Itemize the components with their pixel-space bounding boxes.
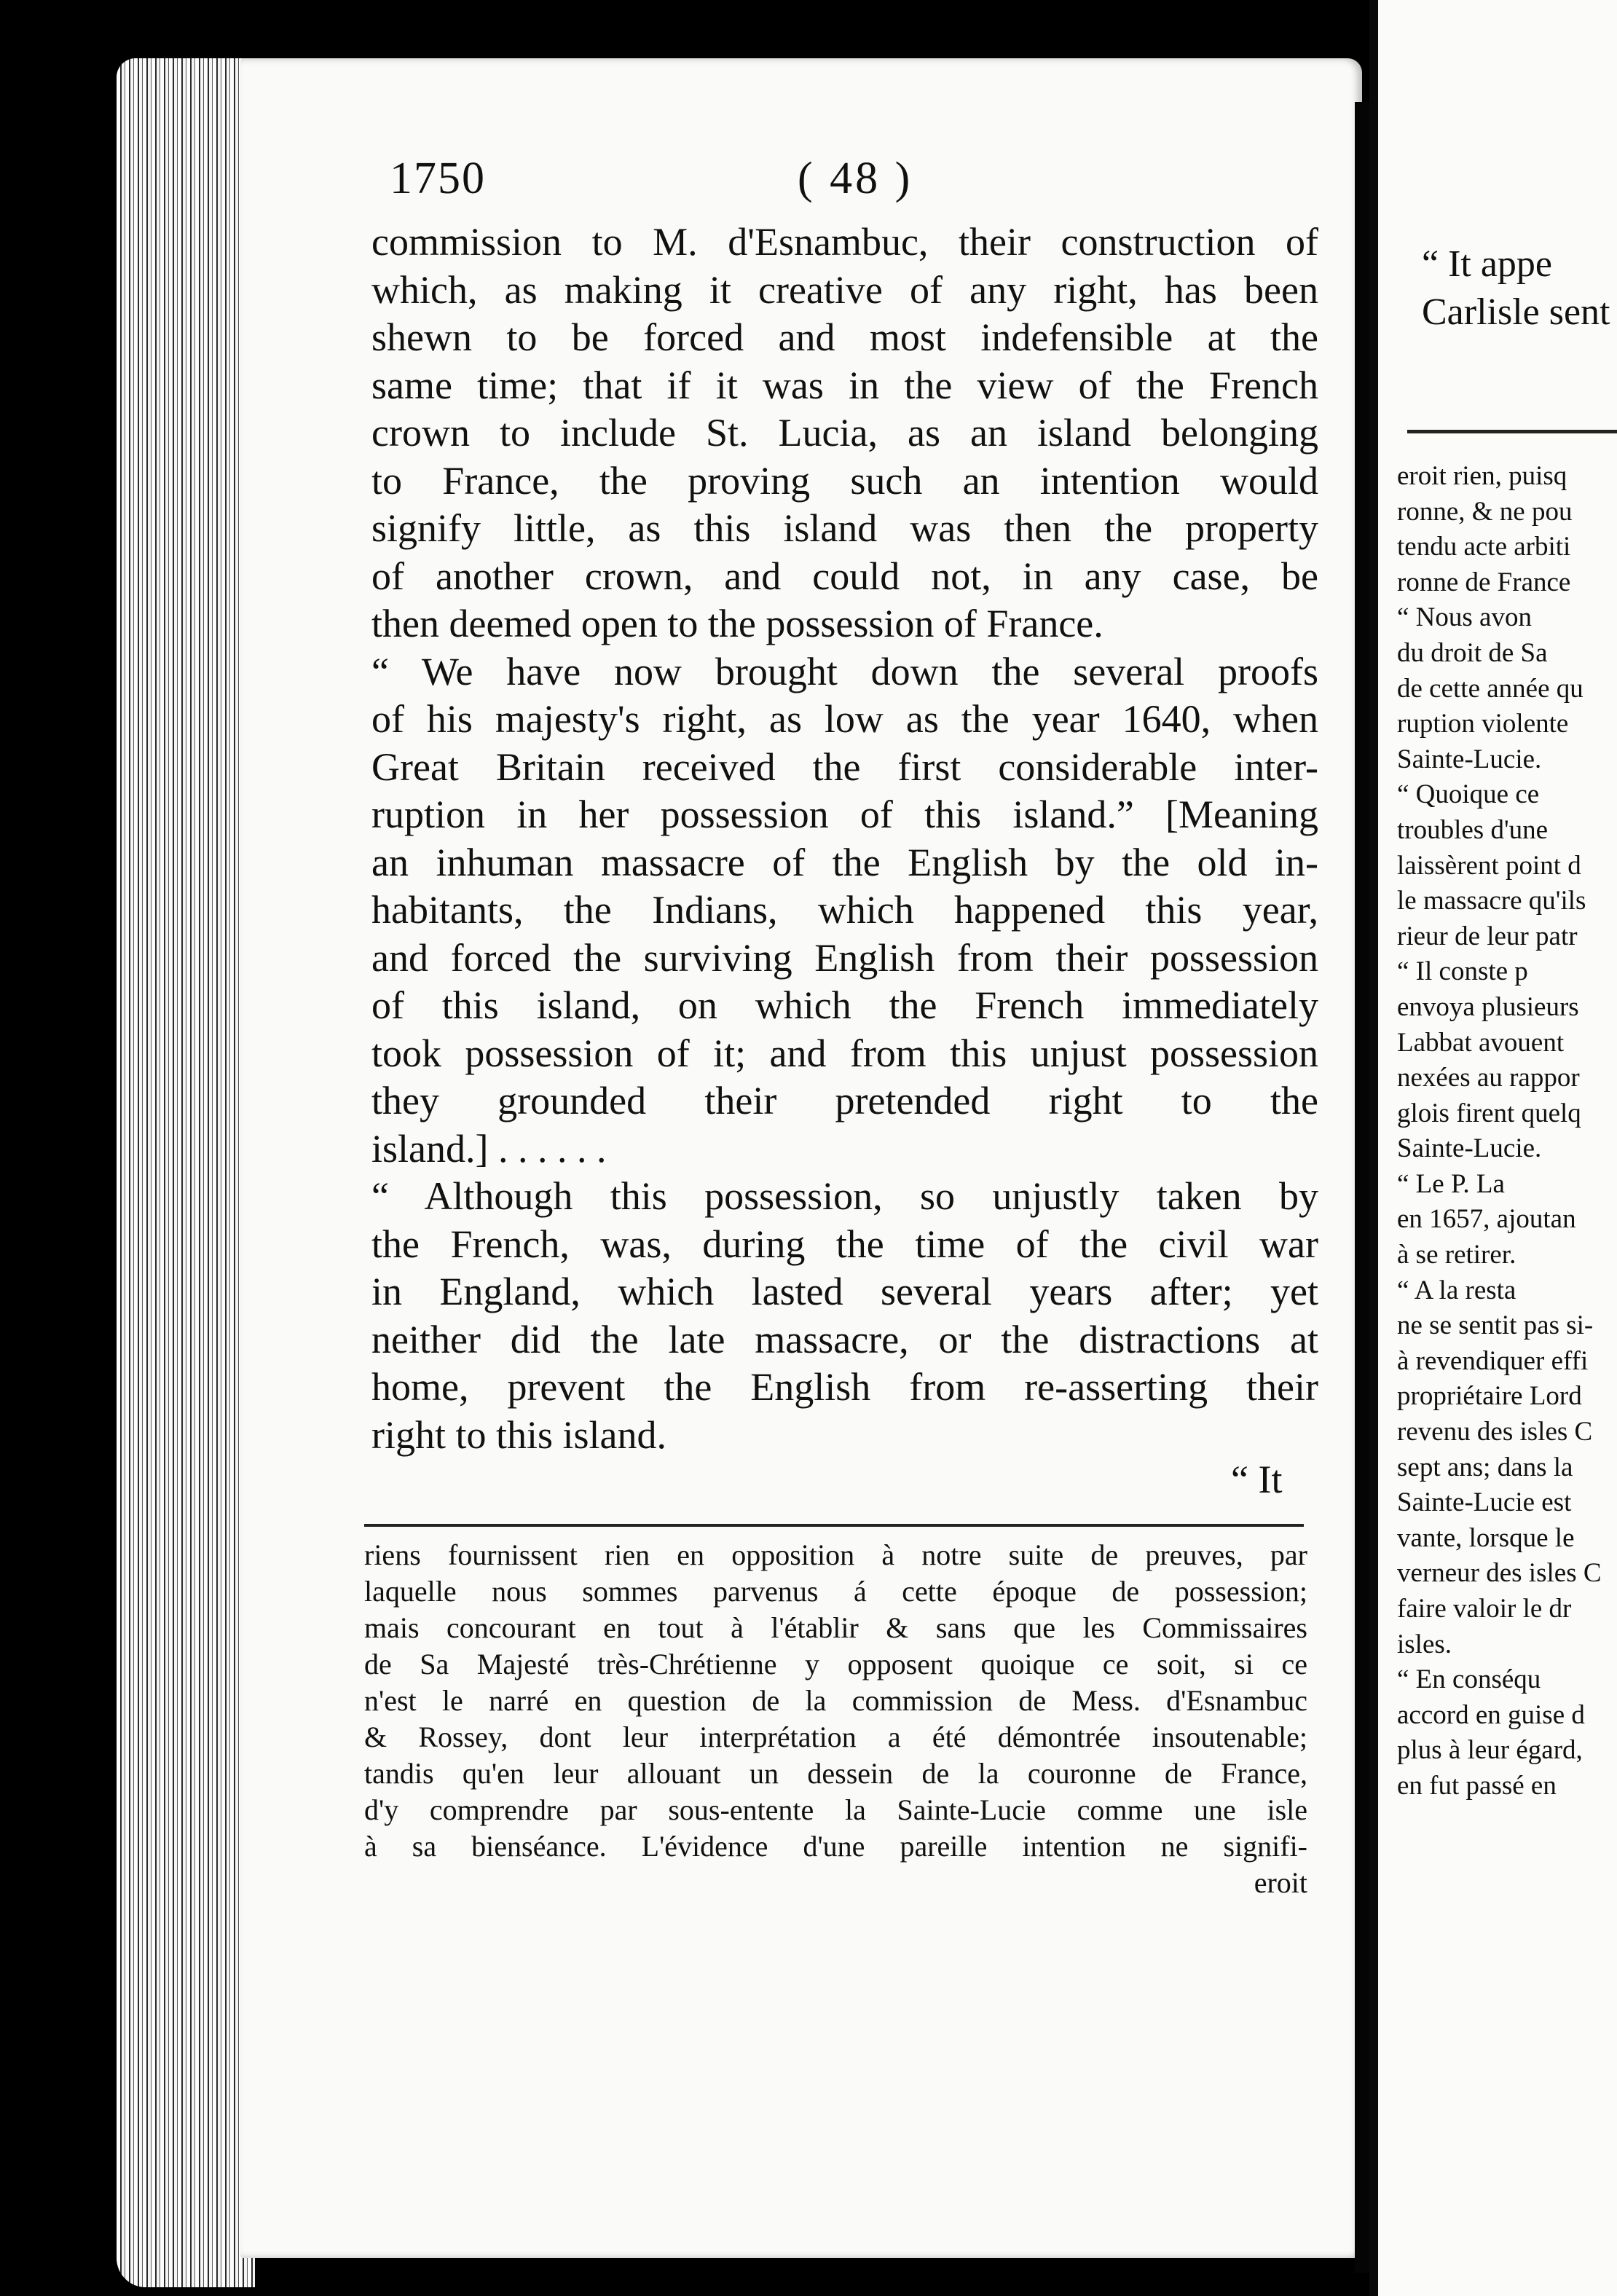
facing-text-line: Sainte-Lucie. (1397, 1133, 1542, 1164)
facing-text-line: troubles d'une (1397, 814, 1549, 845)
main-text (371, 219, 1318, 1459)
text-line: & Rossey, dont leur interprétation a été démontrée insoutenable; (364, 1721, 1307, 1753)
facing-top-line: Carlisle sent (1422, 291, 1610, 333)
header-year: 1750 (390, 154, 486, 203)
facing-text-line: plus à leur égard, (1397, 1735, 1583, 1766)
footnote (364, 1537, 1307, 1901)
footnote-rule (364, 1524, 1304, 1527)
text-line: they grounded their pretended right to the (371, 1079, 1318, 1123)
facing-text-line: à se retirer. (1397, 1240, 1516, 1270)
text-line: right to this island. (371, 1412, 666, 1457)
facing-text-line: “ Il conste p (1397, 956, 1528, 987)
facing-text-line: accord en guise d (1397, 1699, 1585, 1730)
facing-page-text (1397, 459, 1617, 1804)
facing-text-line: isles. (1397, 1629, 1452, 1659)
text-line: tandis qu'en leur allouant un dessein de la couronne de France, (364, 1757, 1307, 1790)
running-header (390, 153, 1315, 219)
text-line: island.] . . . . . . (371, 1126, 607, 1171)
facing-text-line: “ A la resta (1397, 1275, 1516, 1305)
text-line: d'y comprendre par sous-entente la Sainte-Lucie comme une isle (364, 1793, 1307, 1826)
facing-text-line: le massacre qu'ils (1397, 886, 1586, 916)
facing-text-line: “ Quoique ce (1397, 779, 1540, 810)
facing-text-line: ronne de France (1397, 567, 1571, 597)
text-line: de Sa Majesté très-Chrétienne y opposent quoique ce soit, si ce (364, 1648, 1307, 1680)
facing-page-top-text (1422, 240, 1617, 337)
text-line: to France, the proving such an intention would (371, 458, 1318, 503)
facing-text-line: Labbat avouent (1397, 1027, 1565, 1058)
facing-text-line: glois firent quelq (1397, 1098, 1581, 1128)
text-line: of this island, on which the French immediately (371, 983, 1318, 1027)
text-line: ruption in her possession of this island.” [Meaning (371, 793, 1318, 836)
text-line: laquelle nous sommes parvenus á cette époque de possession; (364, 1575, 1307, 1608)
facing-text-line: sept ans; dans la (1397, 1452, 1573, 1482)
facing-text-line: Sainte-Lucie. (1397, 744, 1542, 774)
text-line: took possession of it; and from this unjust possession (371, 1031, 1318, 1075)
text-line: same time; that if it was in the view of the French (371, 363, 1318, 407)
text-line: an inhuman massacre of the English by the old in- (371, 840, 1318, 884)
text-line: à sa bienséance. L'évidence d'une pareille intention ne signifi- (364, 1830, 1307, 1863)
text-line: crown to include St. Lucia, as an island belonging (371, 411, 1318, 455)
facing-text-line: du droit de Sa (1397, 637, 1548, 668)
facing-text-line: faire valoir le dr (1397, 1594, 1572, 1624)
text-line: home, prevent the English from re-asserting their (371, 1365, 1318, 1409)
text-line: of another crown, and could not, in any case, be (371, 554, 1318, 598)
text-line: n'est le narré en question de la commission de Mess. d'Esnambuc (364, 1684, 1307, 1717)
facing-text-line: de cette année qu (1397, 673, 1583, 704)
facing-top-line: “ It appe (1422, 243, 1553, 285)
text-line: shewn to be forced and most indefensible at the (371, 315, 1318, 359)
facing-text-line: “ En conséqu (1397, 1664, 1541, 1695)
facing-text-line: vante, lorsque le (1397, 1522, 1575, 1553)
facing-text-line: Sainte-Lucie est (1397, 1487, 1572, 1518)
facing-text-line: en 1657, ajoutan (1397, 1204, 1576, 1235)
text-line: habitants, the Indians, which happened this year, (371, 888, 1318, 932)
footnote-catchword: eroit (1254, 1866, 1307, 1899)
text-line: “ We have now brought down the several proofs (371, 649, 1318, 693)
text-line: mais concourant en tout à l'établir & sans que les Commissaires (364, 1611, 1307, 1644)
facing-text-line: rieur de leur patr (1397, 921, 1578, 951)
text-line: signify little, as this island was then the property (371, 506, 1318, 550)
facing-text-line: ronne, & ne pou (1397, 496, 1573, 527)
facing-text-line: en fut passé en (1397, 1770, 1557, 1801)
text-line: the French, was, during the time of the civil war (371, 1222, 1318, 1266)
text-line: which, as making it creative of any right, has been (371, 267, 1318, 312)
facing-page (1369, 0, 1617, 2296)
facing-page-rule (1407, 430, 1617, 433)
text-line: “ Although this possession, so unjustly taken by (371, 1174, 1318, 1218)
text-line: and forced the surviving English from their possession (371, 935, 1318, 980)
text-line: then deemed open to the possession of France. (371, 602, 1103, 645)
facing-text-line: laissèrent point d (1397, 850, 1581, 881)
facing-text-line: “ Nous avon (1397, 602, 1532, 633)
text-line: in England, which lasted several years after; yet (371, 1270, 1318, 1313)
facing-text-line: tendu acte arbiti (1397, 532, 1571, 562)
text-line: of his majesty's right, as low as the year 1640, when (371, 697, 1318, 741)
facing-text-line: revenu des isles C (1397, 1417, 1593, 1447)
facing-text-line: envoya plusieurs (1397, 991, 1579, 1022)
text-line: riens fournissent rien en opposition à notre suite de preuves, par (364, 1538, 1307, 1571)
facing-text-line: “ Le P. La (1397, 1168, 1505, 1199)
facing-text-line: verneur des isles C (1397, 1558, 1602, 1589)
facing-text-line: nexées au rappor (1397, 1063, 1580, 1093)
main-catchword: “ It (1231, 1458, 1283, 1501)
facing-text-line: ruption violente (1397, 709, 1569, 739)
text-line: Great Britain received the first considerable inter- (371, 744, 1318, 789)
text-line: neither did the late massacre, or the distractions at (371, 1317, 1318, 1361)
facing-text-line: propriétaire Lord (1397, 1381, 1582, 1412)
page-edges (117, 58, 255, 2287)
facing-text-line: eroit rien, puisq (1397, 461, 1567, 491)
text-line: commission to M. d'Esnambuc, their construction of (371, 220, 1318, 264)
facing-text-line: à revendiquer effi (1397, 1345, 1589, 1376)
page-number: ( 48 ) (798, 154, 913, 203)
facing-text-line: ne se sentit pas si- (1397, 1310, 1594, 1341)
